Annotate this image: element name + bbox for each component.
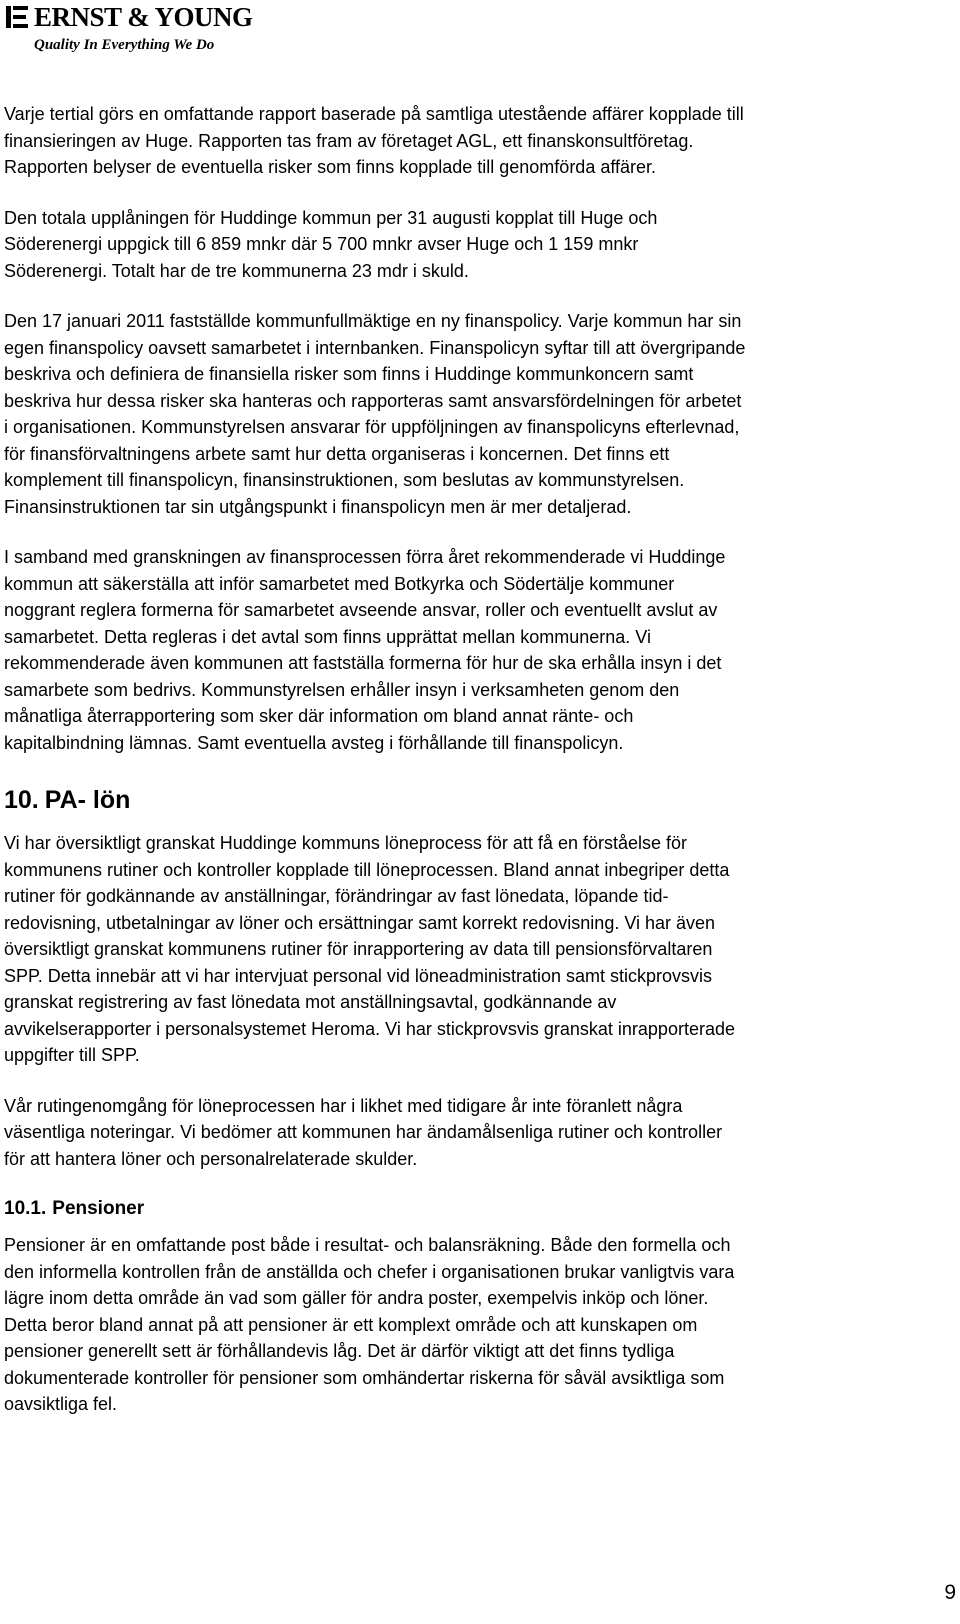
paragraph-pensions: Pensioner är en omfattande post både i resultat- och balansräkning. Både den formella och den informella kontrollen från de anställda och chefer i organisationen brukar vanligtvis vara lägre inom detta område än vad som gäller för andra poster, exempelvis inköp och löner. Detta beror bland annat på att pensioner är ett komplext område och att kunskapen om pensioner generellt sett är förhållandevis låg. Det är därför viktigt att det finns tydliga dokumenterade kontroller för pensioner som omhändertar riskerna för såväl avsiktliga som oavsiktliga fel. (4, 1235, 735, 1414)
logo-name: ERNST & YOUNG (34, 2, 253, 32)
subsection-number: 10.1. (4, 1198, 47, 1219)
section-heading-10-1 (4, 1196, 952, 1222)
paragraph-total-borrowing: Den totala upplåningen för Huddinge kommun per 31 augusti kopplat till Huge och Söderenergi uppgick till 6 859 mnkr där 5 700 mnkr avser Huge och 1 159 mnkr Söderenergi. Totalt har de tre kommunerna 23 mdr i skuld. (4, 207, 658, 281)
section-title: PA- lön (44, 786, 131, 814)
section-number: 10. (4, 786, 39, 814)
document-body (4, 101, 952, 1442)
paragraph-tertial-report: Varje tertial görs en omfattande rapport baserade på samtliga utestående affärer kopplade till finansieringen av Huge. Rapporten tas fram av företaget AGL, ett finanskonsultföretag. Rapporten belyser de eventuella risker som finns kopplade till genomförda affärer. (4, 104, 744, 177)
page-number: 9 (944, 1581, 956, 1604)
paragraph-payroll-conclusion: Vår rutingenomgång för löneprocessen har i likhet med tidigare år inte föranlett några väsentliga noteringar. Vi bedömer att kommunen har ändamålsenliga rutiner och kontroller för att hantera löner och personalrelaterade skulder. (4, 1095, 723, 1169)
paragraph-payroll-review: Vi har översiktligt granskat Huddinge kommuns löneprocess för att få en förståelse för kommunens rutiner och kontroller kopplade till löneprocessen. Bland annat inbegriper detta rutiner för godkännande av anställningar, förändringar av fast lönedata, löpande tid- redovisning, utbetalningar av löner och ersättningar samt korrekt redovisning. Vi har även översiktligt granskat kommunens rutiner för inrapportering av data till pensionsförvaltaren SPP. Detta innebär att vi har intervjuat personal vid löneadministration samt stickprovsvis granskat registrering av fast lönedata mot anställningsavtal, godkännande av avvikelserapporter i personalsystemet Heroma. Vi har stickprovsvis granskat inrapporterade uppgifter till SPP. (4, 833, 735, 1065)
company-logo (4, 2, 254, 56)
ernst-young-logo-mark-icon (4, 5, 30, 29)
subsection-title: Pensioner (52, 1198, 145, 1219)
paragraph-cooperation-recommendation: I samband med granskningen av finansprocessen förra året rekommenderade vi Huddinge kommun att säkerställa att inför samarbetet med Botkyrka och Södertälje kommuner noggrant reglera formerna för samarbetet avseende ansvar, roller och eventuellt avslut av samarbetet. Detta regleras i det avtal som finns upprättat mellan kommunerna. Vi rekommenderade även kommunen att fastställa formerna för hur de ska erhålla insyn i det samarbete som bedrivs. Kommunstyrelsen erhåller insyn i verksamheten genom den månatliga återrapportering som sker där information om bland annat ränte- och kapitalbindning lämnas. Samt eventuella avsteg i förhållande till finanspolicyn. (4, 547, 726, 753)
logo-tagline: Quality In Everything We Do (34, 37, 215, 53)
paragraph-finance-policy: Den 17 januari 2011 fastställde kommunfullmäktige en ny finanspolicy. Varje kommun har sin egen finanspolicy oavsett samarbetet i internbanken. Finanspolicyn syftar till att övergripande beskriva och definiera de finansiella risker som finns i Huddinge kommunkoncern samt beskriva hur dessa risker ska hanteras och rapporteras samt ansvarsfördelningen för arbetet i organisationen. Kommunstyrelsen ansvarar för uppföljningen av finanspolicyns efterlevnad, för finansförvaltningens arbete samt hur detta organiseras i koncernen. Det finns ett komplement till finanspolicyn, finansinstruktionen, som beslutas av kommunstyrelsen. Finansinstruktionen tar sin utgångspunkt i finanspolicyn men är mer detaljerad. (4, 311, 746, 517)
section-heading-10 (4, 784, 952, 816)
